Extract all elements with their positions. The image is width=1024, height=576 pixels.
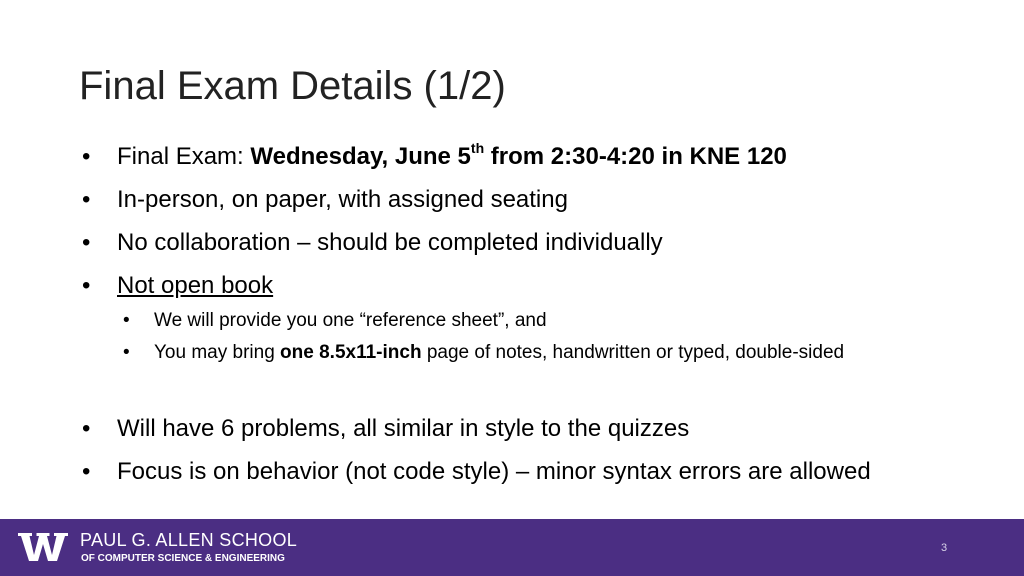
exam-date: Wednesday, June 5 [250,143,471,170]
notes-size: one 8.5x11-inch [280,342,422,363]
footer-bar [0,519,1024,576]
sub-bullet-text: We will provide you one “reference sheet”, and [154,310,547,331]
bullet-point: • [82,415,91,442]
page-number: 3 [940,542,948,554]
bullet-item-focus [82,450,1002,493]
bullet-text: In-person, on paper, with assigned seating [117,186,568,213]
bullet-item-final-exam [82,135,1002,178]
sub-bullet-point: • [123,342,130,363]
final-exam-label: Final Exam: [117,143,251,170]
uw-w-logo-icon [18,531,68,563]
bullet-text: Focus is on behavior (not code style) – minor syntax errors are allowed [117,458,871,485]
bullet-text: Not open book [117,272,274,299]
date-ordinal: th [470,140,485,156]
bullet-point: • [82,186,91,213]
sub-bullet-reference-sheet [123,307,1002,339]
exam-time-location: from 2:30-4:20 in KNE 120 [484,143,787,170]
bullet-point: • [82,143,91,170]
bullet-point: • [82,229,91,256]
slide-title: Final Exam Details (1/2) [79,64,506,108]
bullet-item-not-open-book [82,264,1002,307]
bullet-item-in-person [82,178,1002,221]
sub-bullet-text: page of notes, handwritten or typed, double-sided [421,342,845,363]
school-name: PAUL G. ALLEN SCHOOL [80,530,298,550]
department-name: OF COMPUTER SCIENCE & ENGINEERING [81,553,285,564]
sub-bullet-notes-page [123,339,1002,407]
bullet-point: • [82,272,91,299]
bullet-item-no-collaboration [82,221,1002,264]
sub-bullet-point: • [123,310,130,331]
bullet-text: No collaboration – should be completed individually [117,229,663,256]
bullet-text: Will have 6 problems, all similar in style to the quizzes [117,415,690,442]
bullet-point: • [82,458,91,485]
bullet-list [82,135,1002,493]
sub-bullet-text: You may bring [154,342,281,363]
bullet-item-problems [82,407,1002,450]
